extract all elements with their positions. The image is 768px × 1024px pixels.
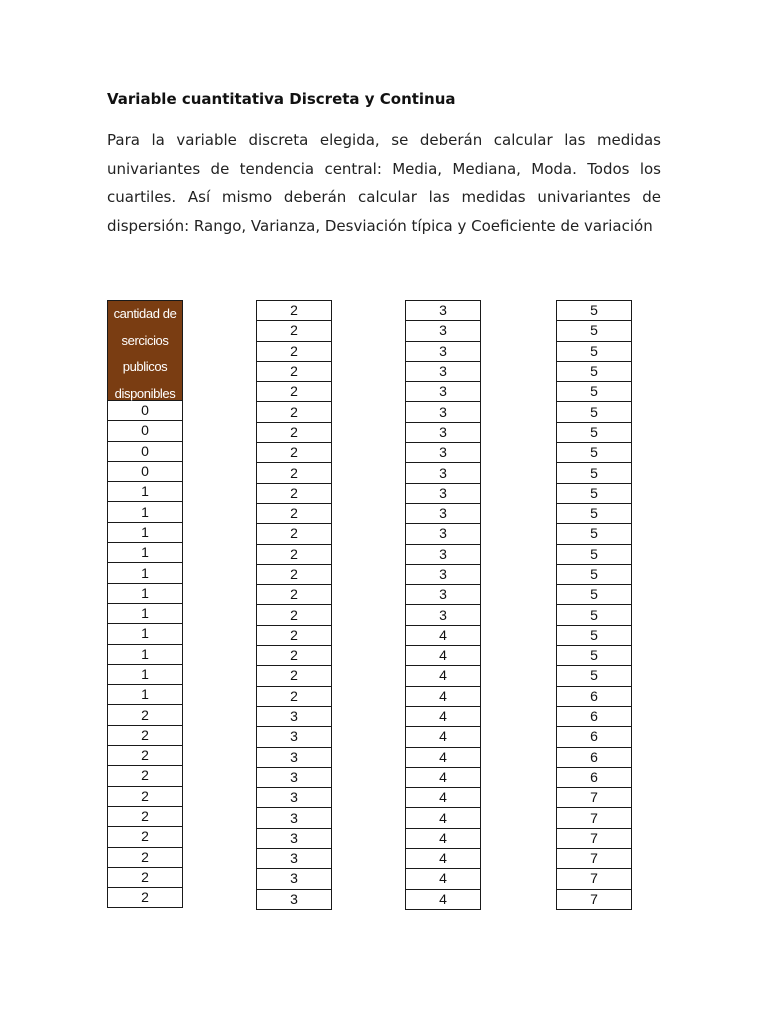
table-row (557, 666, 632, 686)
table-row (557, 625, 632, 645)
table-row (257, 625, 332, 645)
values-table (556, 300, 632, 910)
value-cell: 2 (257, 443, 332, 463)
table-row (257, 808, 332, 828)
value-cell: 3 (257, 747, 332, 767)
table-row (406, 524, 481, 544)
value-cell: 2 (257, 544, 332, 564)
table-row (257, 544, 332, 564)
table-row (108, 746, 183, 766)
value-cell: 2 (257, 422, 332, 442)
value-cell: 2 (257, 605, 332, 625)
value-cell: 2 (257, 666, 332, 686)
table-row (406, 666, 481, 686)
value-cell: 0 (108, 441, 183, 461)
value-cell: 6 (557, 747, 632, 767)
table-row (108, 624, 183, 644)
value-cell: 3 (406, 503, 481, 523)
table-row (557, 849, 632, 869)
value-cell: 6 (557, 686, 632, 706)
value-cell: 5 (557, 422, 632, 442)
table-row (257, 483, 332, 503)
table-row (406, 483, 481, 503)
table-row (557, 503, 632, 523)
table-row (257, 889, 332, 909)
value-cell: 3 (257, 869, 332, 889)
value-cell: 2 (108, 827, 183, 847)
table-row (108, 664, 183, 684)
table-row (406, 869, 481, 889)
value-cell: 4 (406, 889, 481, 909)
value-cell: 6 (557, 727, 632, 747)
table-row (108, 725, 183, 745)
table-row (108, 806, 183, 826)
table-row (557, 646, 632, 666)
data-column-1 (107, 300, 183, 908)
table-row (257, 869, 332, 889)
value-cell: 2 (108, 867, 183, 887)
value-cell: 1 (108, 543, 183, 563)
table-row (557, 544, 632, 564)
value-cell: 3 (257, 767, 332, 787)
value-cell: 2 (257, 524, 332, 544)
table-row (257, 361, 332, 381)
table-row (557, 301, 632, 321)
table-row (406, 889, 481, 909)
table-row (406, 402, 481, 422)
value-cell: 2 (108, 888, 183, 908)
document-title: Variable cuantitativa Discreta y Continua (107, 90, 456, 108)
value-cell: 2 (257, 625, 332, 645)
value-cell: 4 (406, 788, 481, 808)
table-row (557, 341, 632, 361)
table-row (108, 461, 183, 481)
value-cell: 4 (406, 646, 481, 666)
table-row (557, 686, 632, 706)
value-cell: 4 (406, 849, 481, 869)
table-row (257, 849, 332, 869)
table-row (257, 646, 332, 666)
value-cell: 6 (557, 767, 632, 787)
header-line: publicos (122, 359, 168, 374)
value-cell: 3 (257, 727, 332, 747)
value-cell: 3 (406, 524, 481, 544)
value-cell: 2 (108, 746, 183, 766)
value-cell: 2 (108, 847, 183, 867)
value-cell: 1 (108, 502, 183, 522)
table-row (406, 321, 481, 341)
value-cell: 2 (108, 725, 183, 745)
values-table (107, 400, 183, 908)
column-header (107, 300, 183, 400)
table-row (557, 585, 632, 605)
table-row (557, 524, 632, 544)
value-cell: 2 (108, 786, 183, 806)
value-cell: 4 (406, 706, 481, 726)
table-row (257, 605, 332, 625)
table-row (108, 482, 183, 502)
table-row (257, 828, 332, 848)
values-table (405, 300, 481, 910)
table-row (557, 889, 632, 909)
value-cell: 4 (406, 808, 481, 828)
table-row (257, 727, 332, 747)
table-row (257, 301, 332, 321)
value-cell: 3 (257, 849, 332, 869)
table-row (406, 463, 481, 483)
table-row (406, 443, 481, 463)
value-cell: 3 (257, 808, 332, 828)
table-row (257, 341, 332, 361)
table-row (557, 422, 632, 442)
table-row (406, 564, 481, 584)
table-row (108, 543, 183, 563)
table-row (406, 361, 481, 381)
table-row (557, 727, 632, 747)
table-row (406, 706, 481, 726)
table-row (557, 788, 632, 808)
table-row (406, 788, 481, 808)
value-cell: 3 (257, 788, 332, 808)
value-cell: 2 (108, 806, 183, 826)
table-row (406, 422, 481, 442)
table-row (108, 888, 183, 908)
value-cell: 4 (406, 869, 481, 889)
value-cell: 5 (557, 503, 632, 523)
value-cell: 3 (257, 889, 332, 909)
table-row (257, 443, 332, 463)
table-row (557, 463, 632, 483)
value-cell: 1 (108, 563, 183, 583)
value-cell: 2 (108, 766, 183, 786)
value-cell: 2 (257, 341, 332, 361)
values-table (256, 300, 332, 910)
value-cell: 5 (557, 564, 632, 584)
value-cell: 2 (257, 646, 332, 666)
value-cell: 2 (257, 321, 332, 341)
table-row (257, 585, 332, 605)
table-row (557, 808, 632, 828)
value-cell: 2 (257, 585, 332, 605)
value-cell: 7 (557, 788, 632, 808)
table-row (557, 382, 632, 402)
value-cell: 3 (406, 301, 481, 321)
value-cell: 4 (406, 625, 481, 645)
value-cell: 4 (406, 686, 481, 706)
table-row (557, 747, 632, 767)
table-row (557, 706, 632, 726)
table-row (406, 382, 481, 402)
value-cell: 3 (257, 706, 332, 726)
table-row (257, 788, 332, 808)
instructions-paragraph: Para la variable discreta elegida, se deberán calcular las medidas univariantes de tendencia central: Media, Mediana, Moda. Todos los cuartiles. Así mismo deberán calcular las medidas univariantes de dispersión: Rango, Varianza, Desviación típica y Coeficiente de variación (107, 131, 661, 235)
table-row (108, 603, 183, 623)
table-row (257, 686, 332, 706)
table-row (406, 828, 481, 848)
data-column-3 (405, 300, 481, 910)
value-cell: 3 (257, 828, 332, 848)
table-row (406, 747, 481, 767)
value-cell: 0 (108, 461, 183, 481)
table-row (257, 666, 332, 686)
value-cell: 3 (406, 483, 481, 503)
value-cell: 5 (557, 544, 632, 564)
value-cell: 5 (557, 321, 632, 341)
value-cell: 5 (557, 585, 632, 605)
value-cell: 1 (108, 624, 183, 644)
table-row (406, 808, 481, 828)
table-row (257, 321, 332, 341)
value-cell: 5 (557, 341, 632, 361)
table-row (257, 463, 332, 483)
table-row (257, 564, 332, 584)
table-row (257, 524, 332, 544)
table-row (108, 421, 183, 441)
table-row (108, 644, 183, 664)
value-cell: 2 (257, 686, 332, 706)
value-cell: 3 (406, 605, 481, 625)
table-row (406, 301, 481, 321)
table-row (108, 522, 183, 542)
value-cell: 3 (406, 463, 481, 483)
value-cell: 2 (257, 402, 332, 422)
value-cell: 3 (406, 443, 481, 463)
table-row (108, 583, 183, 603)
value-cell: 6 (557, 706, 632, 726)
value-cell: 5 (557, 625, 632, 645)
value-cell: 5 (557, 524, 632, 544)
value-cell: 3 (406, 382, 481, 402)
table-row (557, 605, 632, 625)
table-row (108, 563, 183, 583)
value-cell: 5 (557, 666, 632, 686)
value-cell: 3 (406, 422, 481, 442)
value-cell: 0 (108, 421, 183, 441)
value-cell: 5 (557, 646, 632, 666)
data-column-4 (556, 300, 632, 910)
table-row (557, 402, 632, 422)
value-cell: 1 (108, 583, 183, 603)
table-row (557, 321, 632, 341)
value-cell: 3 (406, 564, 481, 584)
value-cell: 0 (108, 401, 183, 421)
table-row (108, 827, 183, 847)
value-cell: 5 (557, 483, 632, 503)
value-cell: 2 (257, 382, 332, 402)
value-cell: 4 (406, 767, 481, 787)
table-row (557, 869, 632, 889)
value-cell: 2 (257, 361, 332, 381)
value-cell: 3 (406, 341, 481, 361)
table-row (406, 727, 481, 747)
table-row (257, 402, 332, 422)
value-cell: 1 (108, 482, 183, 502)
header-line: sercicios (121, 332, 169, 348)
value-cell: 1 (108, 685, 183, 705)
table-row (557, 828, 632, 848)
table-row (257, 382, 332, 402)
value-cell: 3 (406, 585, 481, 605)
value-cell: 2 (257, 503, 332, 523)
table-row (108, 441, 183, 461)
header-line: cantidad de (113, 306, 177, 321)
table-row (406, 767, 481, 787)
header-line: disponibles (114, 385, 176, 401)
table-row (557, 443, 632, 463)
value-cell: 5 (557, 301, 632, 321)
value-cell: 7 (557, 889, 632, 909)
value-cell: 5 (557, 402, 632, 422)
table-row (257, 422, 332, 442)
table-row (406, 341, 481, 361)
value-cell: 5 (557, 605, 632, 625)
table-row (406, 646, 481, 666)
value-cell: 4 (406, 828, 481, 848)
value-cell: 7 (557, 869, 632, 889)
value-cell: 3 (406, 361, 481, 381)
value-cell: 5 (557, 463, 632, 483)
value-cell: 3 (406, 402, 481, 422)
value-cell: 2 (257, 463, 332, 483)
value-cell: 2 (257, 564, 332, 584)
value-cell: 2 (257, 301, 332, 321)
data-column-2 (256, 300, 332, 910)
value-cell: 7 (557, 808, 632, 828)
value-cell: 4 (406, 727, 481, 747)
table-row (108, 705, 183, 725)
table-row (108, 847, 183, 867)
table-row (108, 786, 183, 806)
value-cell: 5 (557, 382, 632, 402)
value-cell: 7 (557, 828, 632, 848)
value-cell: 4 (406, 666, 481, 686)
value-cell: 5 (557, 443, 632, 463)
value-cell: 1 (108, 644, 183, 664)
table-row (406, 625, 481, 645)
table-row (557, 767, 632, 787)
table-row (406, 503, 481, 523)
table-row (406, 605, 481, 625)
table-row (257, 503, 332, 523)
value-cell: 7 (557, 849, 632, 869)
value-cell: 1 (108, 522, 183, 542)
value-cell: 2 (257, 483, 332, 503)
table-row (406, 686, 481, 706)
table-row (108, 502, 183, 522)
value-cell: 4 (406, 747, 481, 767)
value-cell: 3 (406, 544, 481, 564)
table-row (108, 867, 183, 887)
table-row (406, 544, 481, 564)
table-row (257, 706, 332, 726)
value-cell: 2 (108, 705, 183, 725)
value-cell: 1 (108, 664, 183, 684)
value-cell: 1 (108, 603, 183, 623)
table-row (108, 766, 183, 786)
table-row (108, 685, 183, 705)
table-row (406, 849, 481, 869)
table-row (557, 361, 632, 381)
value-cell: 5 (557, 361, 632, 381)
table-row (557, 564, 632, 584)
table-row (257, 747, 332, 767)
table-row (406, 585, 481, 605)
table-row (257, 767, 332, 787)
value-cell: 3 (406, 321, 481, 341)
table-row (557, 483, 632, 503)
